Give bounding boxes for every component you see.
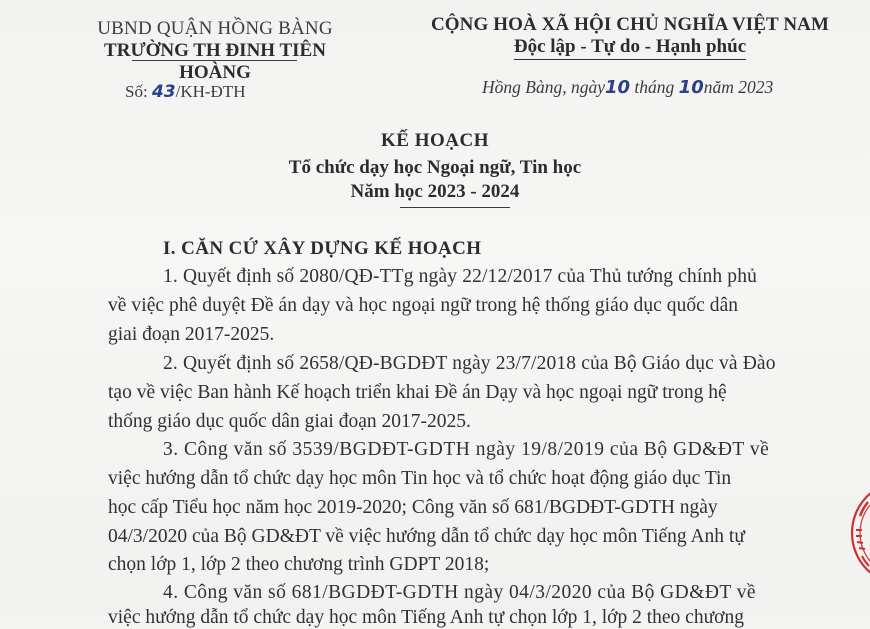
parent-agency: UBND QUẬN HỒNG BÀNG (97, 18, 333, 39)
body-line: việc hướng dẫn tổ chức dạy học môn Tiếng Anh tự chọn lớp 1, lớp 2 theo chương (108, 607, 744, 628)
school-year: Năm học 2023 - 2024 (350, 181, 520, 202)
doc-number-prefix: Số: (125, 82, 152, 101)
date-place: Hồng Bàng, ngày (482, 77, 605, 97)
body-line: 4. Công văn số 681/BGDĐT-GDTH ngày 04/3/2020 của Bộ GD&ĐT về (163, 582, 757, 603)
national-motto-block (430, 14, 830, 60)
document-subject: Tổ chức dạy học Ngoại ngữ, Tin học (288, 157, 582, 178)
body-line: thống giáo dục quốc dân giai đoạn 2017-2025. (108, 411, 471, 432)
document-type-title: KẾ HOẠCH (381, 130, 489, 151)
date-month-label: tháng (630, 77, 679, 97)
date-year: năm 2023 (703, 77, 774, 97)
school-name-underline (132, 60, 297, 61)
title-divider (400, 207, 510, 208)
date-day-handwritten: 10 (604, 77, 631, 98)
body-line: 2. Quyết định số 2658/QĐ-BGDĐT ngày 23/7/2018 của Bộ Giáo dục và Đào (163, 353, 776, 374)
red-seal-stamp (846, 478, 870, 588)
document-number (125, 82, 246, 102)
place-date-line (482, 77, 773, 98)
issuing-agency-block (70, 18, 360, 84)
country-name: CỘNG HOÀ XÃ HỘI CHỦ NGHĨA VIỆT NAM (430, 14, 830, 35)
doc-number-handwritten: 43 (151, 82, 176, 102)
doc-number-suffix: /KH-ĐTH (175, 82, 246, 101)
body-line: về việc phê duyệt Đề án dạy và học ngoại ngữ trong hệ thống giáo dục quốc dân (108, 295, 739, 316)
body-line: 04/3/2020 của Bộ GD&ĐT về việc hướng dẫn tổ chức dạy học môn Tiếng Anh tự (108, 526, 745, 547)
school-name: TRƯỜNG TH ĐINH TIÊN HOÀNG (104, 40, 326, 83)
date-month-handwritten: 10 (678, 77, 704, 98)
section-heading: I. CĂN CỨ XÂY DỰNG KẾ HOẠCH (163, 238, 482, 259)
motto: Độc lập - Tự do - Hạnh phúc (514, 36, 746, 60)
body-line: tạo về việc Ban hành Kế hoạch triển khai Đề án Dạy và học ngoại ngữ trong hệ (108, 382, 727, 403)
body-line: 1. Quyết định số 2080/QĐ-TTg ngày 22/12/2017 của Thủ tướng chính phủ (163, 266, 757, 287)
body-line: giai đoạn 2017-2025. (108, 324, 275, 345)
body-line: học cấp Tiểu học năm học 2019-2020; Công văn số 681/BGDĐT-GDTH ngày (108, 497, 718, 518)
body-line: chọn lớp 1, lớp 2 theo chương trình GDPT 2018; (108, 554, 490, 575)
body-line: 3. Công văn số 3539/BGDĐT-GDTH ngày 19/8/2019 của Bộ GD&ĐT về (163, 439, 770, 460)
body-line: việc hướng dẫn tổ chức dạy học môn Tin học và tổ chức hoạt động giáo dục Tin (108, 468, 732, 489)
